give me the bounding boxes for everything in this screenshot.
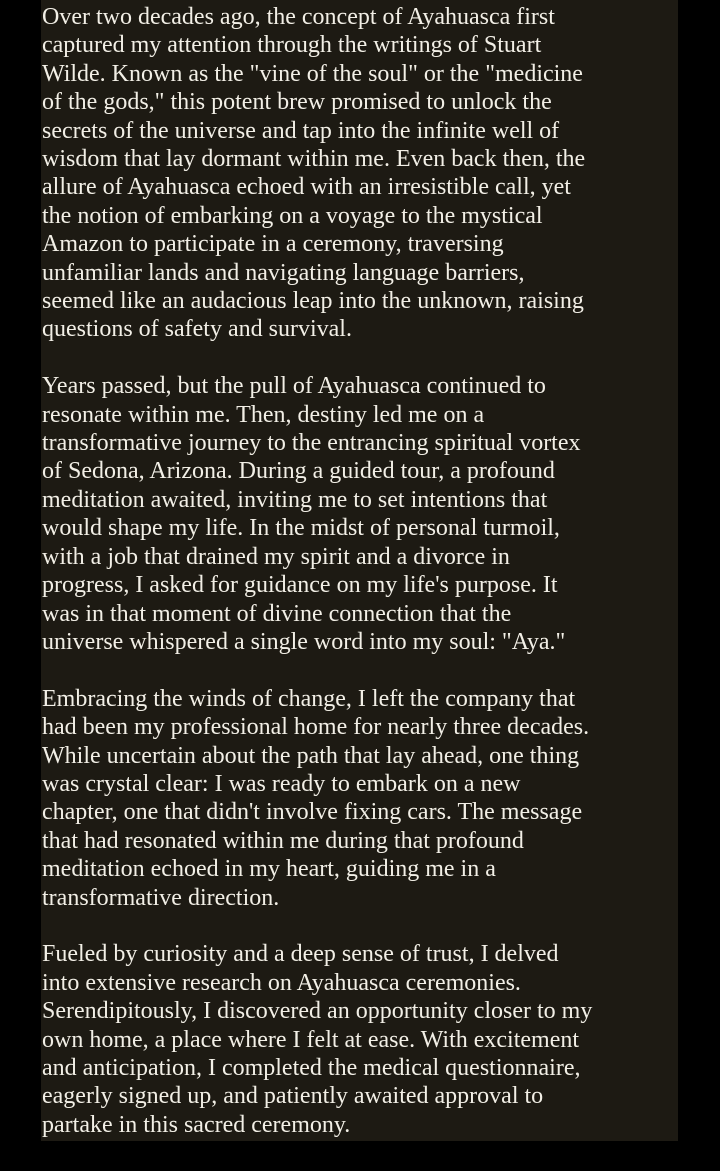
text-panel <box>41 0 678 1141</box>
paragraph-3: Embracing the winds of change, I left the company that had been my professional home for nearly three decades. While uncertain about the path that lay ahead, one thing was crystal clear: I was ready to embark on a new chapter, one that didn't involve fixing cars. The message that had resonated within me during that profound meditation echoed in my heart, guiding me in a transformative direction. <box>42 685 590 911</box>
paragraph-2: Years passed, but the pull of Ayahuasca continued to resonate within me. Then, destiny led me on a transformative journey to the entrancing spiritual vortex of Sedona, Arizona. During a guided tour, a profound meditation awaited, inviting me to set intentions that would shape my life. In the midst of personal turmoil, with a job that drained my spirit and a divorce in progress, I asked for guidance on my life's purpose. It was in that moment of divine connection that the universe whispered a single word into my soul: "Aya." <box>42 373 581 655</box>
paragraph-1: Over two decades ago, the concept of Ayahuasca first captured my attention through the writings of Stuart Wilde. Known as the "vine of the soul" or the "medicine of the gods," this potent brew promised to unlock the secrets of the universe and tap into the infinite well of wisdom that lay dormant within me. Even back then, the allure of Ayahuasca echoed with an irresistible call, yet the notion of embarking on a voyage to the mystical Amazon to participate in a ceremony, traversing unfamiliar lands and navigating language barriers, seemed like an audacious leap into the unknown, raising questions of safety and survival. <box>42 4 586 343</box>
paragraph-4: Fueled by curiosity and a deep sense of trust, I delved into extensive research on Ayahuasca ceremonies. Serendipitously, I discovered an opportunity closer to my own home, a place where I felt at ease. With excitement and anticipation, I completed the medical questionnaire, eagerly signed up, and patiently awaited approval to partake in this sacred ceremony. <box>42 941 593 1138</box>
